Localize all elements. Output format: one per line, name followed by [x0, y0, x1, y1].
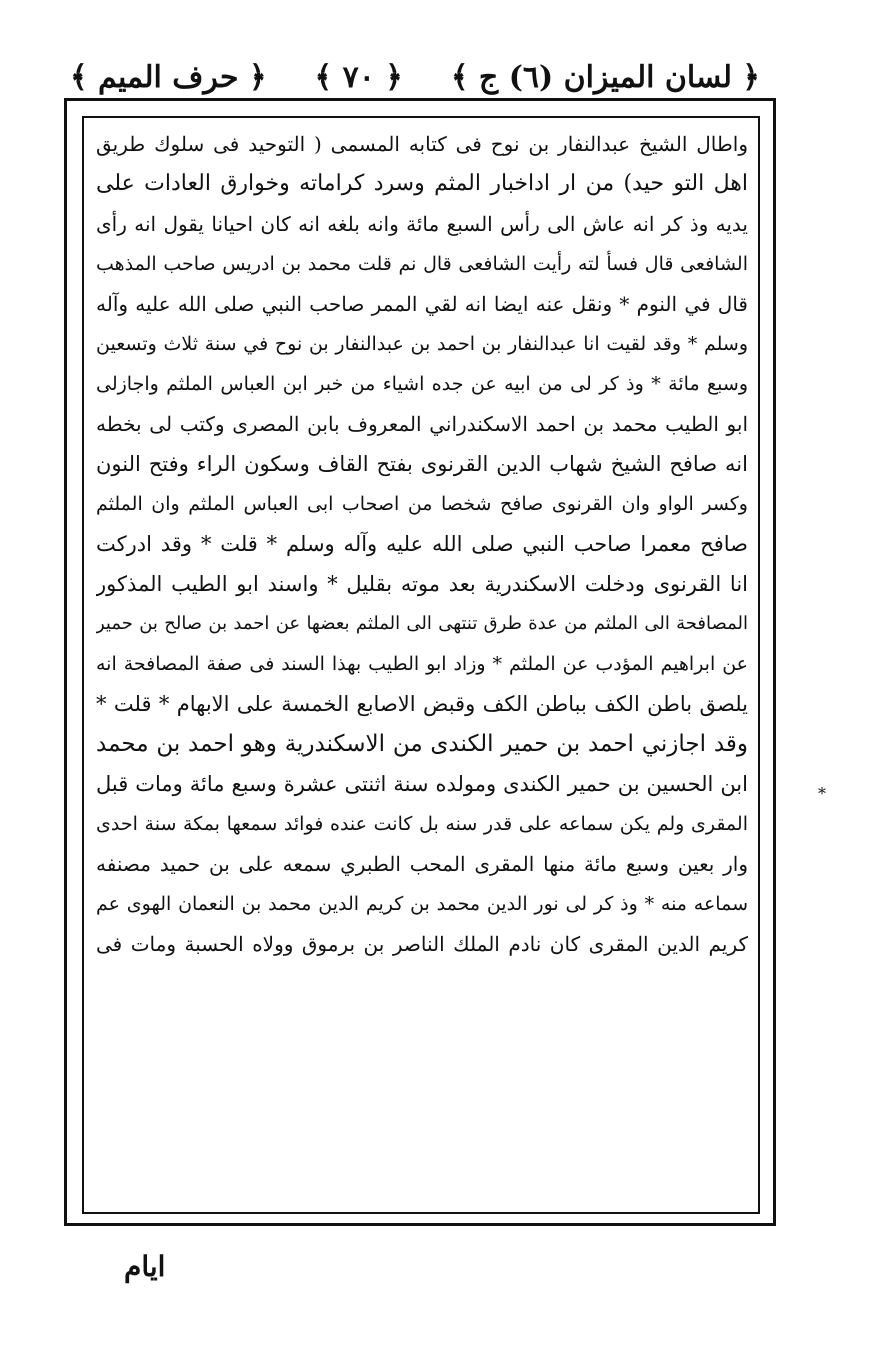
text-line: يلصق باطن الكف بباطن الكف وقبض الاصابع الخمسة على الابهام * قلت * [96, 692, 748, 716]
text-line: الشافعى قال فسأ لته رأيت الشافعى قال نم قلت محمد بن ادريس صاحب المذهب [96, 253, 748, 275]
text-line: ابن الحسين بن حمير الكندى ومولده سنة اثنتى عشرة وسبع مائة ومات قبل [96, 772, 748, 796]
text-line: وار بعين وسبع مائة منها المقرى المحب الطبري سمعه على بن حميد مصنفه [96, 852, 748, 876]
text-line: قال في النوم * ونقل عنه ايضا انه لقي الممر صاحب النبي صلى الله عليه وآله [96, 292, 748, 316]
margin-mark: * [818, 784, 826, 803]
page-header [70, 52, 760, 102]
text-line: سماعه منه * وذ كر لى نور الدين محمد بن كريم الدين محمد بن النعمان الهوى عم [96, 893, 748, 915]
text-line: المصافحة الى الملثم من عدة طرق تنتهى الى الملثم بعضها عن احمد بن صالح بن حمير [96, 613, 748, 634]
text-line: وقد اجازني احمد بن حمير الكندى من الاسكندرية وهو احمد بن محمد [96, 731, 748, 757]
text-line: اهل التو حيد) من ار اداخبار المثم وسرد كراماته وخوارق العادات على [96, 171, 748, 196]
catchword: ايام [124, 1250, 166, 1283]
text-line: يديه وذ كر انه عاش الى رأس السبع مائة وانه بلغه انه كان احيانا يقول انه رأى [96, 212, 748, 236]
page-number: ﴿ ٧٠ ﴾ [314, 59, 403, 95]
body-text [96, 124, 748, 964]
text-line: المقرى ولم يكن سماعه على قدر سنه بل كانت عنده فوائد سمعها بمكة سنة احدى [96, 813, 748, 835]
text-line: وسبع مائة * وذ كر لى من ابيه عن جده اشياء من خبر ابن العباس الملثم واجازلى [96, 373, 748, 395]
text-line: كريم الدين المقرى كان نادم الملك الناصر بن برموق وولاه الحسبة ومات فى [96, 932, 748, 956]
text-line: صافح معمرا صاحب النبي صلى الله عليه وآله وسلم * قلت * وقد ادركت [96, 532, 748, 556]
text-line: ابو الطيب محمد بن احمد الاسكندراني المعروف بابن المصرى وكتب لى بخطه [96, 412, 748, 436]
text-line: واطال الشيخ عبدالنفار بن نوح فى كتابه المسمى ( التوحيد فى سلوك طريق [96, 132, 748, 156]
text-line: انه صافح الشيخ شهاب الدين القرنوى بفتح القاف وسكون الراء وفتح النون [96, 452, 748, 476]
book-title: ﴿ لسان الميزان (٦) ج ﴾ [450, 59, 760, 95]
text-line: وكسر الواو وان القرنوى صافح شخصا من اصحاب ابى العباس الملثم وان الملثم [96, 493, 748, 515]
text-line: عن ابراهيم المؤدب عن الملثم * وزاد ابو الطيب بهذا السند فى صفة المصافحة انه [96, 653, 748, 675]
text-line: انا القرنوى ودخلت الاسكندرية بعد موته بقليل * واسند ابو الطيب المذكور [96, 572, 748, 596]
section-title: ﴿ حرف الميم ﴾ [70, 59, 267, 95]
text-line: وسلم * وقد لقيت انا عبدالنفار بن احمد بن عبدالنفار بن نوح في سنة ثلاث وتسعين [96, 333, 748, 355]
